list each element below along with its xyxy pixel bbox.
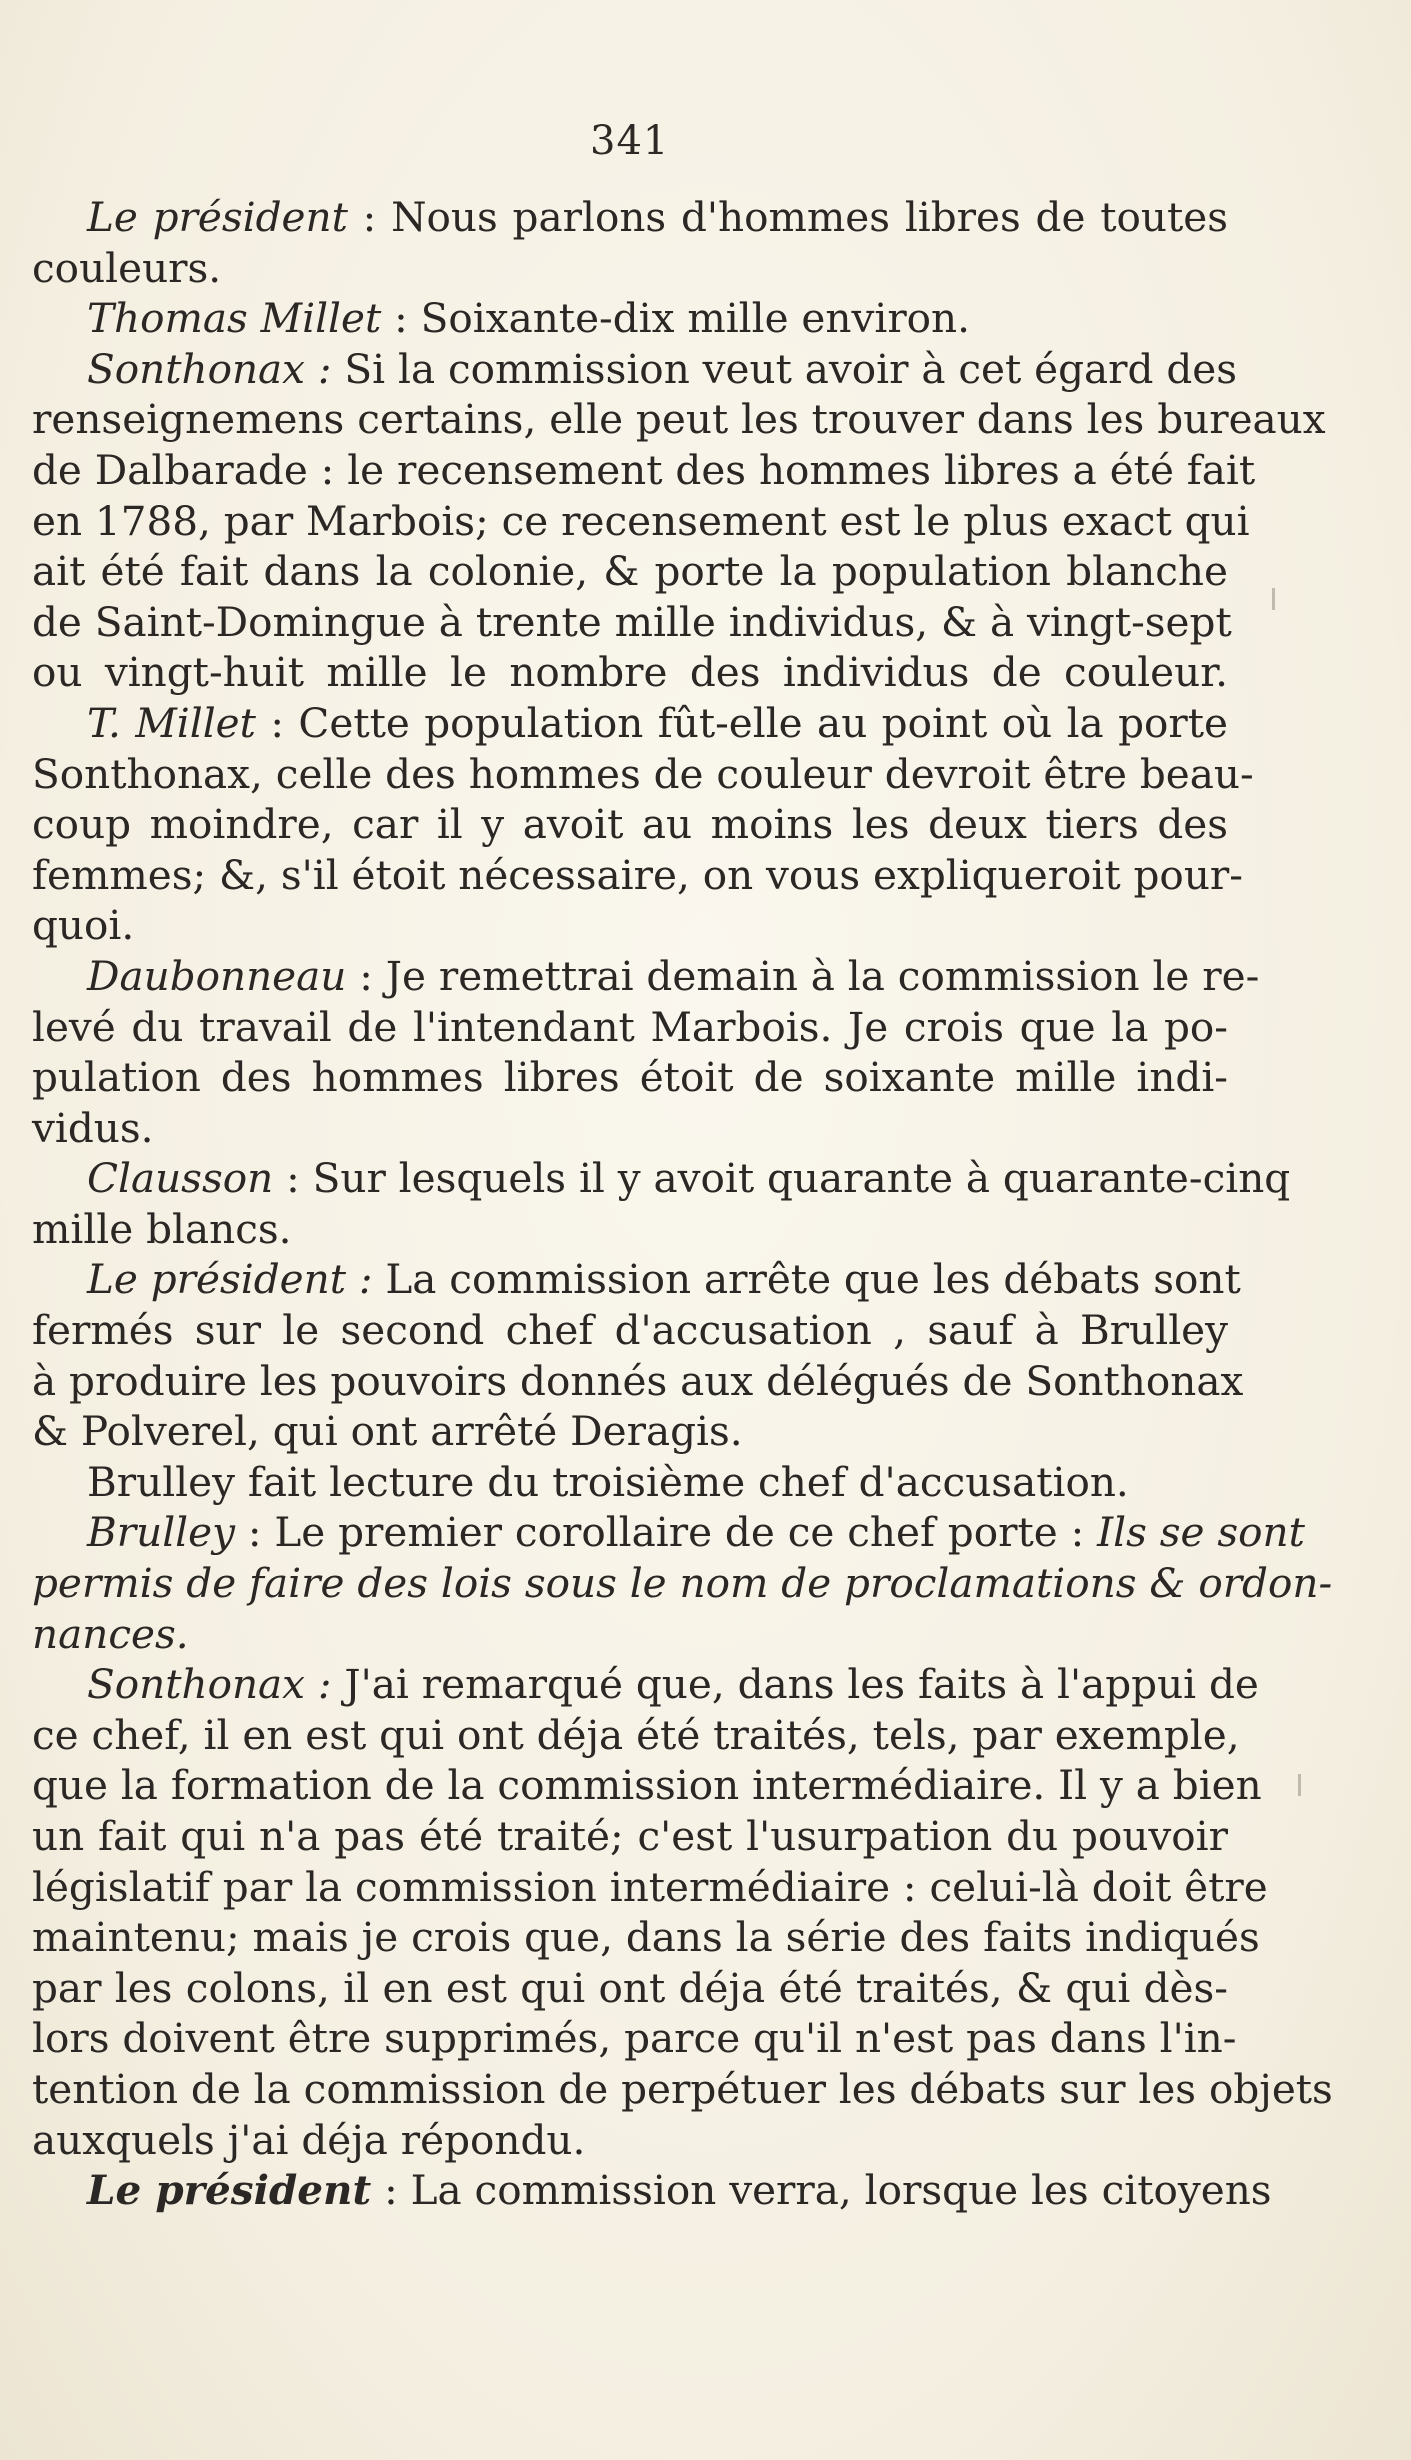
body-text <box>32 192 1333 2216</box>
text-line <box>32 850 1243 901</box>
text-span: de Saint-Domingue à trente mille individus, & à vingt-sept <box>32 597 1232 646</box>
speaker-name: Le président : <box>87 1255 373 1304</box>
text-span: de Dalbarade : le recensement des hommes libres a été fait <box>32 445 1256 494</box>
text-line <box>32 1507 1305 1558</box>
text-line <box>32 1457 1228 1508</box>
text-line <box>32 1002 1228 1053</box>
text-span: fermés sur le second chef d'accusation , sauf à Brulley <box>32 1306 1228 1355</box>
text-line <box>32 799 1228 850</box>
text-line <box>32 1862 1268 1913</box>
text-span: mille blancs. <box>32 1204 292 1253</box>
text-line <box>32 1811 1228 1862</box>
speaker-name: Le président <box>87 2166 372 2215</box>
text-line <box>32 445 1256 496</box>
speaker-name: Le président <box>87 193 348 241</box>
text-span: femmes; &, s'il étoit nécessaire, on vous expliqueroit pour- <box>32 850 1243 899</box>
text-line <box>32 394 1326 445</box>
text-span: maintenu; mais je crois que, dans la série des faits indiqués <box>32 1913 1260 1962</box>
text-span: : Nous parlons d'hommes libres de toutes <box>347 193 1228 241</box>
text-line <box>32 1153 1291 1204</box>
text-span: pulation des hommes libres étoit de soixante mille indi- <box>32 1053 1228 1102</box>
text-line <box>32 1710 1240 1761</box>
text-span: levé du travail de l'intendant Marbois. Je crois que la po- <box>32 1002 1228 1051</box>
text-span: par les colons, il en est qui ont déja été traités, & qui dès- <box>32 1963 1228 2012</box>
text-line <box>32 647 1228 698</box>
text-span: Si la commission veut avoir à cet égard des <box>331 344 1238 393</box>
text-line <box>32 2165 1272 2216</box>
text-span: : Je remettrai demain à la commission le re- <box>346 951 1260 1000</box>
text-span: renseignemens certains, elle peut les trouver dans les bureaux <box>32 395 1326 444</box>
text-span: que la formation de la commission intermédiaire. Il y a bien <box>32 1761 1262 1810</box>
speaker-name: Thomas Millet <box>87 294 382 343</box>
text-span: à produire les pouvoirs donnés aux délégués de Sonthonax <box>32 1356 1244 1405</box>
text-span: & Polverel, qui ont arrêté Deragis. <box>32 1407 743 1456</box>
text-span: : Sur lesquels il y avoit quarante à quarante-cinq <box>273 1154 1291 1203</box>
text-line <box>32 1912 1260 1963</box>
text-span: : La commission verra, lorsque les citoyens <box>371 2166 1272 2215</box>
text-line <box>32 546 1228 597</box>
text-span: en 1788, par Marbois; ce recensement est le plus exact qui <box>32 496 1250 545</box>
text-span: vidus. <box>32 1103 154 1152</box>
speaker-name: permis de faire des lois sous le nom de proclamations & ordon- <box>32 1559 1333 1608</box>
text-line <box>32 1254 1241 1305</box>
text-line <box>32 1052 1228 1103</box>
text-line <box>32 1963 1228 2014</box>
text-line <box>32 1406 1228 1457</box>
text-span: un fait qui n'a pas été traité; c'est l'usurpation du pouvoir <box>32 1812 1228 1860</box>
text-line <box>32 2013 1237 2064</box>
text-line <box>32 1558 1333 1609</box>
speaker-name: nances. <box>32 1609 189 1658</box>
text-line <box>32 698 1228 749</box>
text-span: quoi. <box>32 901 135 950</box>
text-span: Brulley fait lecture du troisième chef d'accusation. <box>87 1457 1129 1506</box>
text-span: : Cette population fût-elle au point où la porte <box>255 698 1228 747</box>
text-line <box>32 749 1254 800</box>
text-line <box>32 496 1250 547</box>
text-line <box>32 2115 1228 2166</box>
text-line <box>32 344 1238 395</box>
speaker-name: Brulley <box>87 1508 235 1557</box>
text-line <box>32 951 1260 1002</box>
text-line <box>32 1204 1228 1255</box>
speaker-name: Sonthonax : <box>87 1660 332 1709</box>
text-span: Sonthonax, celle des hommes de couleur devroit être beau- <box>32 749 1254 798</box>
text-span: auxquels j'ai déja répondu. <box>32 2115 586 2164</box>
speaker-name: Ils se sont <box>1097 1508 1305 1557</box>
text-line <box>32 293 1228 344</box>
text-line <box>32 1659 1259 1710</box>
margin-mark <box>1272 588 1275 610</box>
text-line <box>32 1103 1228 1154</box>
text-span: : Le premier corollaire de ce chef porte : <box>234 1508 1098 1557</box>
text-span: La commission arrête que les débats sont <box>372 1255 1241 1304</box>
text-line <box>32 900 1228 951</box>
text-span: coup moindre, car il y avoit au moins les deux tiers des <box>32 800 1228 849</box>
speaker-name: Sonthonax : <box>87 344 332 393</box>
text-line <box>32 1609 1228 1660</box>
speaker-name: Clausson <box>87 1154 274 1203</box>
text-span: J'ai remarqué que, dans les faits à l'appui de <box>331 1660 1259 1709</box>
text-line <box>32 192 1228 243</box>
text-line <box>32 1356 1244 1407</box>
text-line <box>32 2064 1333 2115</box>
page-number: 341 <box>590 118 670 164</box>
text-span: lors doivent être supprimés, parce qu'il n'est pas dans l'in- <box>32 2014 1237 2063</box>
text-span: ce chef, il en est qui ont déja été traités, tels, par exemple, <box>32 1710 1240 1759</box>
speaker-name: T. Millet <box>87 698 256 747</box>
margin-mark <box>1298 1774 1301 1796</box>
text-span: tention de la commission de perpétuer les débats sur les objets <box>32 2064 1333 2113</box>
text-line <box>32 1760 1262 1811</box>
text-line <box>32 597 1232 648</box>
speaker-name: Daubonneau <box>87 951 347 1000</box>
text-span: ou vingt-huit mille le nombre des individus de couleur. <box>32 648 1228 697</box>
text-span: couleurs. <box>32 243 222 292</box>
text-span: ait été fait dans la colonie, & porte la population blanche <box>32 547 1228 596</box>
text-line <box>32 1305 1228 1356</box>
text-line <box>32 243 1228 294</box>
text-span: : Soixante-dix mille environ. <box>381 294 971 343</box>
text-span: législatif par la commission intermédiaire : celui-là doit être <box>32 1862 1268 1911</box>
